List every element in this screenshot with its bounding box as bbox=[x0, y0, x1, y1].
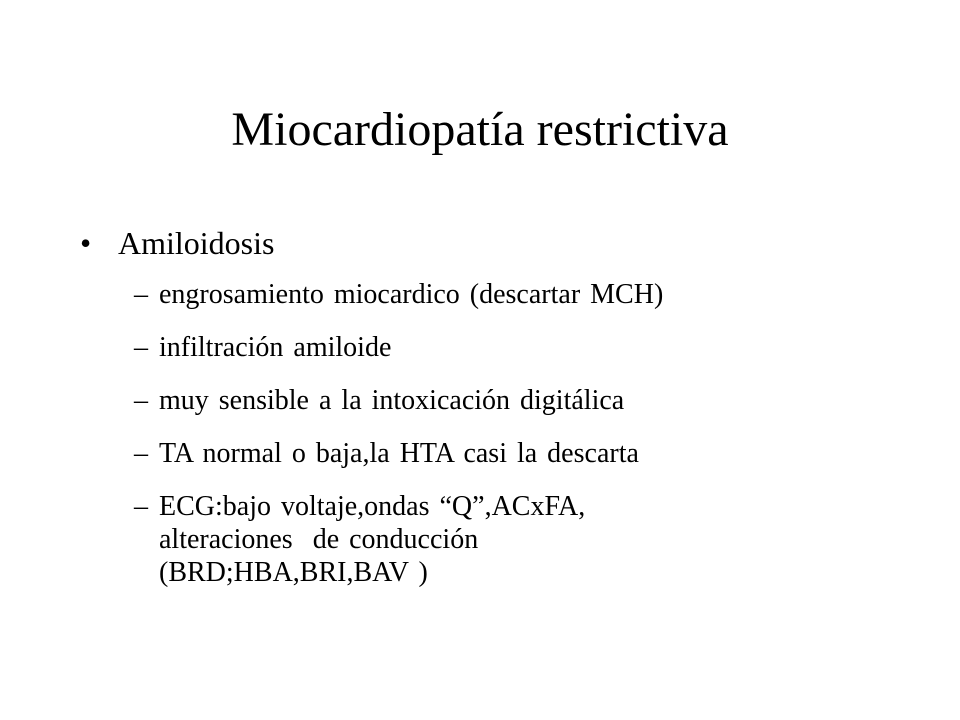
bullet-marker: • bbox=[80, 225, 92, 261]
bullet-item-amiloidosis bbox=[80, 221, 274, 265]
sub-bullet-item bbox=[134, 278, 894, 311]
dash-marker: – bbox=[134, 279, 148, 310]
sub-bullet-list bbox=[134, 278, 894, 609]
dash-marker: – bbox=[134, 438, 148, 469]
sub-bullet-text-line: alteraciones de conducción bbox=[159, 524, 479, 555]
sub-bullet-text-line: ECG:bajo voltaje,ondas “Q”,ACxFA, bbox=[159, 491, 586, 522]
dash-marker: – bbox=[134, 491, 148, 522]
sub-bullet-text: engrosamiento miocardico (descartar MCH) bbox=[159, 279, 664, 310]
sub-bullet-text-line: (BRD;HBA,BRI,BAV ) bbox=[159, 557, 428, 588]
slide-title: Miocardiopatía restrictiva bbox=[231, 103, 729, 156]
sub-bullet-item bbox=[134, 331, 894, 364]
bullet-text: Amiloidosis bbox=[118, 225, 275, 261]
sub-bullet-item bbox=[134, 490, 894, 589]
sub-bullet-text: infiltración amiloide bbox=[159, 332, 392, 363]
sub-bullet-text: muy sensible a la intoxicación digitálica bbox=[159, 385, 625, 416]
sub-bullet-item bbox=[134, 384, 894, 417]
sub-bullet-text: TA normal o baja,la HTA casi la descarta bbox=[159, 438, 639, 469]
sub-bullet-item bbox=[134, 437, 894, 470]
dash-marker: – bbox=[134, 332, 148, 363]
dash-marker: – bbox=[134, 385, 148, 416]
